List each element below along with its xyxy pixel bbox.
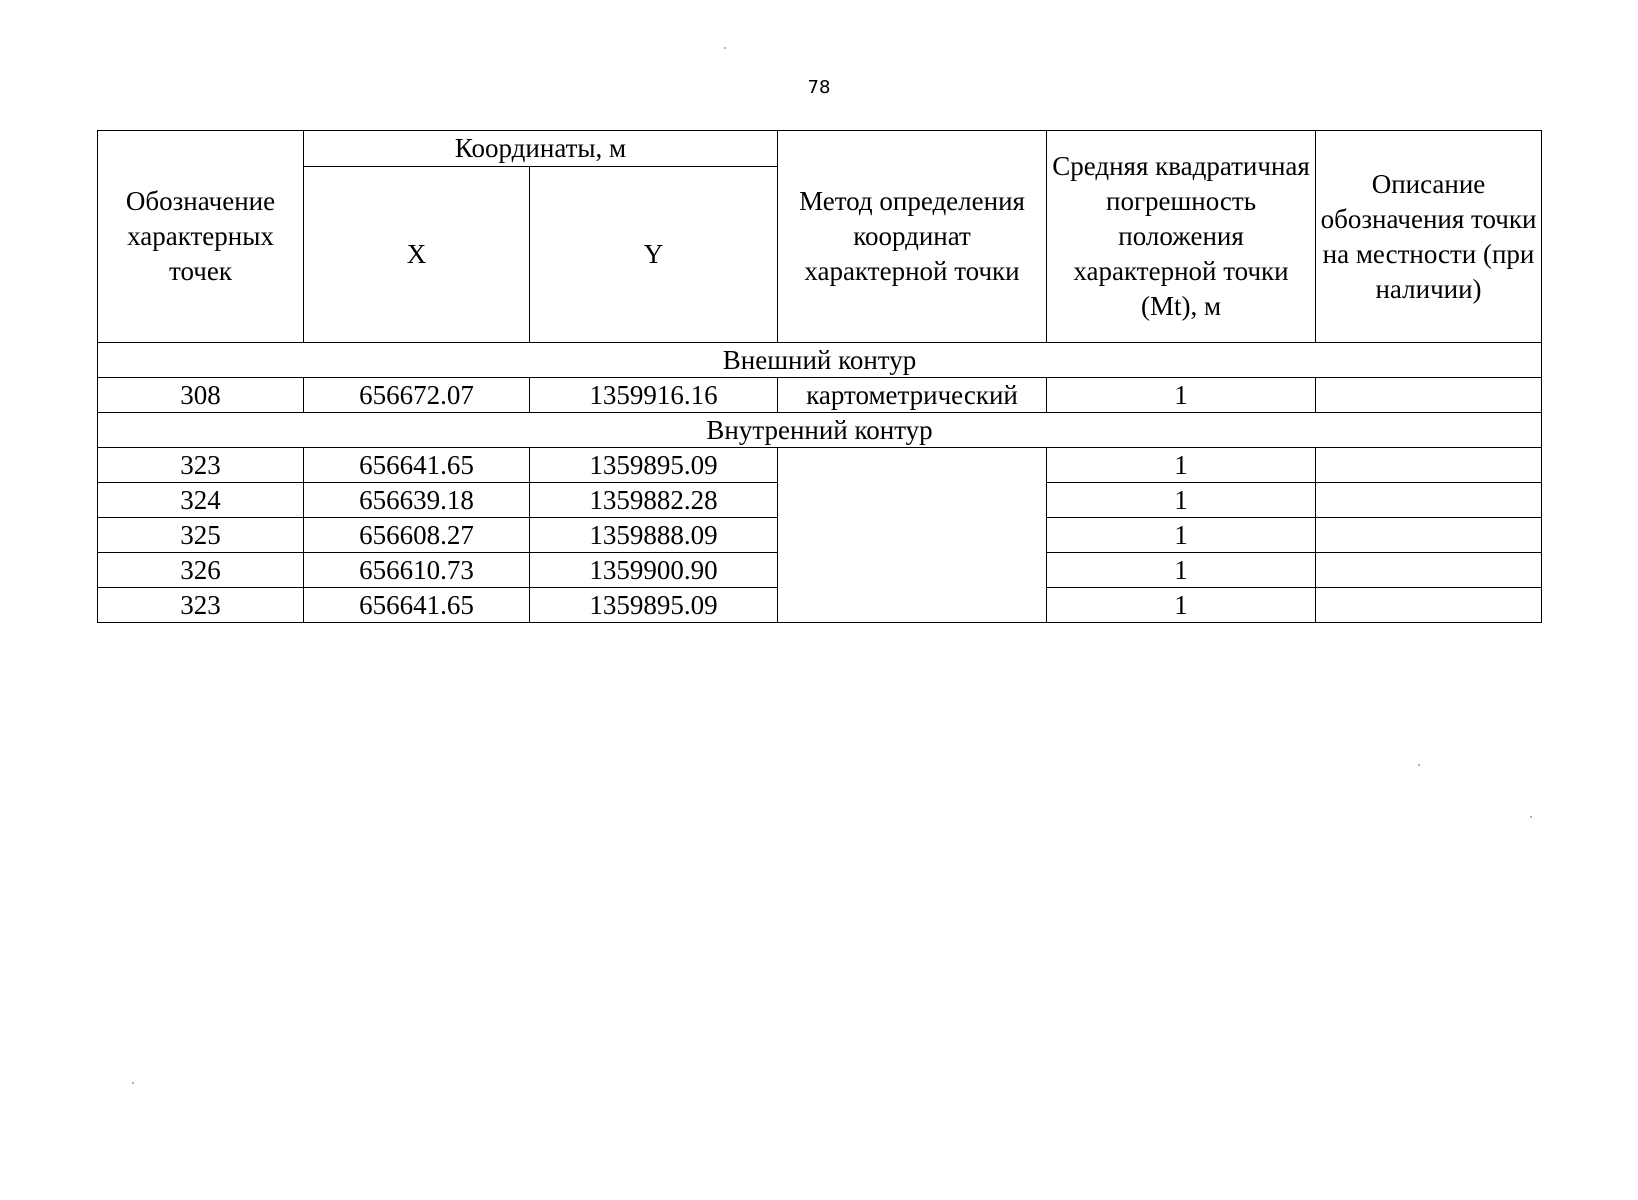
cell-y: 1359882.28 <box>530 483 778 518</box>
cell-point-id: 323 <box>98 448 304 483</box>
header-x: X <box>304 167 530 343</box>
cell-point-id: 324 <box>98 483 304 518</box>
scan-speck <box>1530 816 1532 818</box>
scan-speck <box>1418 764 1420 766</box>
section-title-outer: Внешний контур <box>98 343 1542 378</box>
header-point-id: Обозначение характерных точек <box>98 131 304 343</box>
table-row <box>98 378 1542 413</box>
page-number: 78 <box>807 77 831 98</box>
header-coordinates: Координаты, м <box>304 131 778 167</box>
scan-speck <box>132 1082 134 1084</box>
cell-point-id: 326 <box>98 553 304 588</box>
cell-mt: 1 <box>1047 553 1316 588</box>
cell-x: 656608.27 <box>304 518 530 553</box>
coordinates-table <box>97 130 1542 623</box>
cell-x: 656641.65 <box>304 588 530 623</box>
cell-description <box>1316 448 1542 483</box>
cell-description <box>1316 483 1542 518</box>
cell-x: 656641.65 <box>304 448 530 483</box>
cell-method-merged <box>778 448 1047 623</box>
cell-method: картометрический <box>778 378 1047 413</box>
cell-mt: 1 <box>1047 448 1316 483</box>
section-title-inner: Внутренний контур <box>98 413 1542 448</box>
cell-description <box>1316 518 1542 553</box>
header-y: Y <box>530 167 778 343</box>
cell-point-id: 308 <box>98 378 304 413</box>
cell-x: 656610.73 <box>304 553 530 588</box>
cell-description <box>1316 588 1542 623</box>
cell-mt: 1 <box>1047 483 1316 518</box>
cell-y: 1359895.09 <box>530 588 778 623</box>
cell-y: 1359888.09 <box>530 518 778 553</box>
cell-mt: 1 <box>1047 518 1316 553</box>
cell-description <box>1316 378 1542 413</box>
cell-mt: 1 <box>1047 588 1316 623</box>
cell-description <box>1316 553 1542 588</box>
header-description: Описание обозначения точки на местности (при наличии) <box>1316 131 1542 343</box>
cell-y: 1359895.09 <box>530 448 778 483</box>
header-accuracy: Средняя квадратичная погрешность положения характерной точки (Mt), м <box>1047 131 1316 343</box>
cell-y: 1359916.16 <box>530 378 778 413</box>
cell-point-id: 325 <box>98 518 304 553</box>
cell-y: 1359900.90 <box>530 553 778 588</box>
table-row <box>98 448 1542 483</box>
header-method: Метод определения координат характерной точки <box>778 131 1047 343</box>
scan-speck <box>724 47 726 49</box>
cell-x: 656672.07 <box>304 378 530 413</box>
cell-x: 656639.18 <box>304 483 530 518</box>
cell-point-id: 323 <box>98 588 304 623</box>
cell-mt: 1 <box>1047 378 1316 413</box>
